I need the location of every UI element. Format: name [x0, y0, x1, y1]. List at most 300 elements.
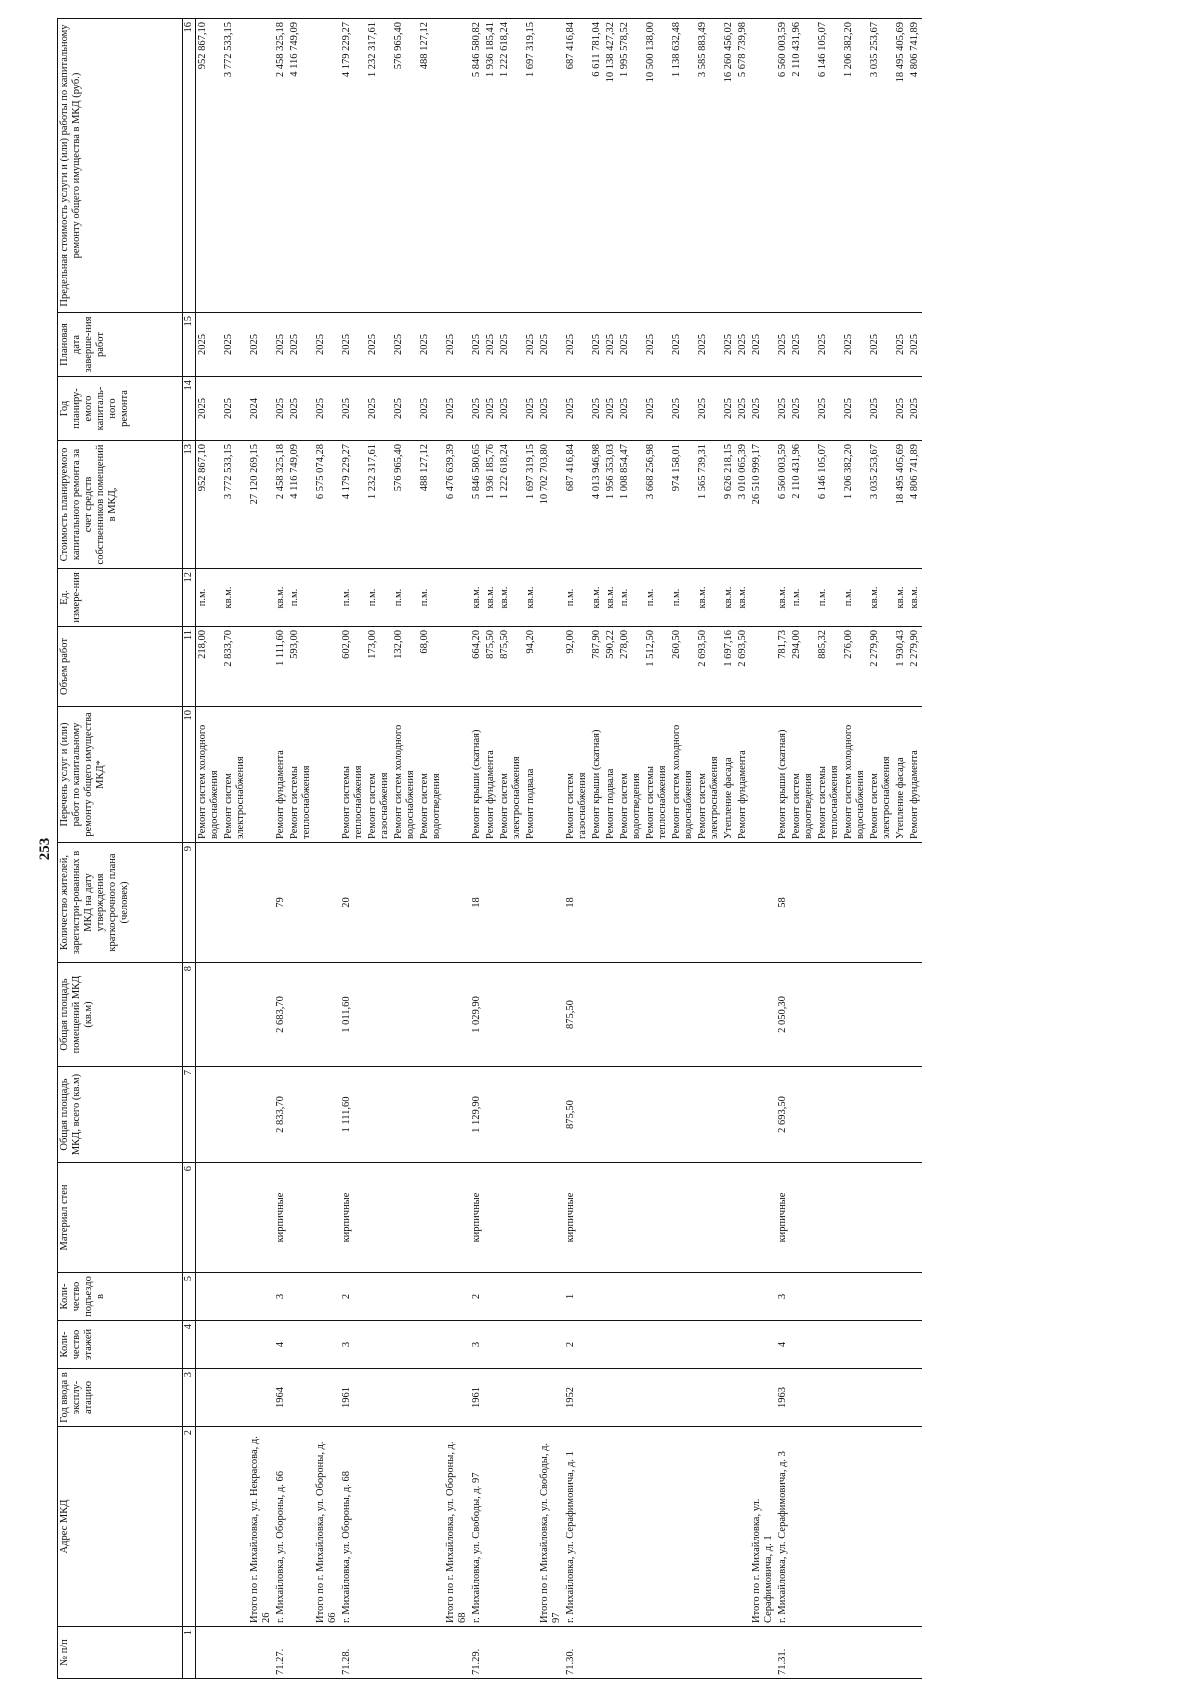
cell-premises-area [524, 963, 538, 1067]
cell-total-area: 2 833,70 [274, 1067, 288, 1163]
column-number: 16 [183, 19, 196, 313]
column-number: 7 [183, 1067, 196, 1163]
cell-max-cost: 1 138 632,48 [670, 19, 696, 313]
cell-unit: кв.м. [590, 569, 604, 627]
cell-premises-area [196, 963, 223, 1067]
cell-cost: 488 127,12 [418, 441, 444, 569]
cell-repair-year: 2025 [604, 377, 618, 441]
column-number: 8 [183, 963, 196, 1067]
cell-row-number: 71.28. [340, 1627, 366, 1679]
cell-year-built [418, 1369, 444, 1427]
cell-row-number [314, 1627, 340, 1679]
cell-premises-area [644, 963, 670, 1067]
cell-address [590, 1427, 604, 1627]
cell-total-area [670, 1067, 696, 1163]
cell-residents [842, 843, 868, 963]
cell-total-area [696, 1067, 722, 1163]
cell-completion-date: 2025 [722, 313, 736, 377]
table-row [288, 19, 314, 1679]
table-row [618, 19, 644, 1679]
column-number: 12 [183, 569, 196, 627]
cell-work-volume: 602,00 [340, 627, 366, 707]
cell-max-cost: 1 936 185,41 [484, 19, 498, 313]
cell-total-area: 875,50 [564, 1067, 590, 1163]
cell-floors [590, 1321, 604, 1369]
cell-work-type: Ремонт систем электроснабжения [868, 707, 894, 843]
cell-cost: 4 116 749,09 [288, 441, 314, 569]
cell-year-built [842, 1369, 868, 1427]
cell-wall-material [894, 1163, 908, 1273]
cell-address [908, 1427, 922, 1627]
cell-year-built: 1961 [340, 1369, 366, 1427]
cell-total-area [288, 1067, 314, 1163]
cell-completion-date: 2025 [498, 313, 524, 377]
cell-unit: кв.м. [604, 569, 618, 627]
cell-wall-material [484, 1163, 498, 1273]
table-row [314, 19, 340, 1679]
cell-year-built [248, 1369, 274, 1427]
cell-address [696, 1427, 722, 1627]
cell-row-number: 71.29. [470, 1627, 484, 1679]
cell-work-volume: 593,00 [288, 627, 314, 707]
cell-premises-area [538, 963, 564, 1067]
cell-total-area [908, 1067, 922, 1163]
cell-premises-area: 875,50 [564, 963, 590, 1067]
cell-unit: кв.м. [696, 569, 722, 627]
table-row [790, 19, 816, 1679]
cell-entrances [366, 1273, 392, 1321]
cell-year-built [868, 1369, 894, 1427]
column-number: 15 [183, 313, 196, 377]
cell-residents: 79 [274, 843, 288, 963]
cell-cost: 3 668 256,98 [644, 441, 670, 569]
cell-wall-material: кирпичные [470, 1163, 484, 1273]
cell-cost: 1 008 854,47 [618, 441, 644, 569]
cell-entrances [604, 1273, 618, 1321]
cell-address [790, 1427, 816, 1627]
cell-work-volume: 2 833,70 [222, 627, 248, 707]
cell-max-cost: 687 416,84 [564, 19, 590, 313]
cell-premises-area [894, 963, 908, 1067]
cell-premises-area [288, 963, 314, 1067]
cell-row-number [484, 1627, 498, 1679]
cell-floors: 4 [274, 1321, 288, 1369]
column-header: Объем работ [58, 627, 183, 707]
cell-repair-year: 2025 [644, 377, 670, 441]
cell-year-built [590, 1369, 604, 1427]
cell-wall-material [696, 1163, 722, 1273]
cell-residents [196, 843, 223, 963]
cell-floors [736, 1321, 750, 1369]
cell-wall-material [816, 1163, 842, 1273]
cell-completion-date: 2025 [644, 313, 670, 377]
cell-residents [604, 843, 618, 963]
cell-row-number: 71.27. [274, 1627, 288, 1679]
cell-entrances [524, 1273, 538, 1321]
cell-premises-area [366, 963, 392, 1067]
cell-work-volume: 94,20 [524, 627, 538, 707]
cell-address [392, 1427, 418, 1627]
cell-work-type: Ремонт систем газоснабжения [366, 707, 392, 843]
cell-address: Итого по г. Михайловка, ул. Свободы, д. 97 [538, 1427, 564, 1627]
cell-cost: 1 956 353,03 [604, 441, 618, 569]
cell-wall-material [644, 1163, 670, 1273]
cell-floors [524, 1321, 538, 1369]
table-row [444, 19, 470, 1679]
cell-total-area [418, 1067, 444, 1163]
cell-work-type: Ремонт системы теплоснабжения [816, 707, 842, 843]
cell-wall-material [790, 1163, 816, 1273]
cell-year-built [816, 1369, 842, 1427]
cell-residents [696, 843, 722, 963]
column-number: 4 [183, 1321, 196, 1369]
cell-completion-date: 2025 [894, 313, 908, 377]
table-row [750, 19, 776, 1679]
cell-total-area [750, 1067, 776, 1163]
cell-completion-date: 2025 [222, 313, 248, 377]
cell-work-volume [314, 627, 340, 707]
column-number: 14 [183, 377, 196, 441]
cell-cost: 1 697 319,15 [524, 441, 538, 569]
cell-max-cost: 6 560 003,59 [776, 19, 790, 313]
cell-work-type: Утепление фасада [722, 707, 736, 843]
cell-wall-material [538, 1163, 564, 1273]
cell-wall-material [722, 1163, 736, 1273]
cell-total-area [722, 1067, 736, 1163]
cell-residents [894, 843, 908, 963]
cell-repair-year: 2025 [590, 377, 604, 441]
cell-repair-year: 2025 [618, 377, 644, 441]
cell-entrances [736, 1273, 750, 1321]
cell-completion-date: 2025 [288, 313, 314, 377]
cell-floors [750, 1321, 776, 1369]
cell-residents: 18 [470, 843, 484, 963]
column-header: Количество жителей, зарегистри-рованных в МКД на дату утверждения краткосрочного плана (человек) [58, 843, 183, 963]
cell-cost: 6 560 003,59 [776, 441, 790, 569]
cell-work-volume [750, 627, 776, 707]
cell-cost: 6 146 105,07 [816, 441, 842, 569]
cell-floors [644, 1321, 670, 1369]
cell-row-number [894, 1627, 908, 1679]
cell-wall-material [498, 1163, 524, 1273]
cell-cost: 3 035 253,67 [868, 441, 894, 569]
cell-work-type: Ремонт систем холодного водоснабжения [392, 707, 418, 843]
cell-unit: кв.м. [868, 569, 894, 627]
cell-unit: п.м. [618, 569, 644, 627]
cell-entrances [484, 1273, 498, 1321]
cell-repair-year: 2025 [696, 377, 722, 441]
cell-work-volume: 278,00 [618, 627, 644, 707]
cell-floors [366, 1321, 392, 1369]
cell-floors [670, 1321, 696, 1369]
cell-total-area: 1 129,90 [470, 1067, 484, 1163]
table-row [538, 19, 564, 1679]
cell-repair-year: 2025 [444, 377, 470, 441]
cell-completion-date: 2025 [248, 313, 274, 377]
cell-year-built [288, 1369, 314, 1427]
cell-floors [196, 1321, 223, 1369]
cell-row-number [644, 1627, 670, 1679]
cell-entrances [196, 1273, 223, 1321]
cell-floors [538, 1321, 564, 1369]
cell-residents [392, 843, 418, 963]
table-row [498, 19, 524, 1679]
table-row [604, 19, 618, 1679]
cell-max-cost: 2 110 431,96 [790, 19, 816, 313]
cell-row-number [392, 1627, 418, 1679]
cell-work-volume [538, 627, 564, 707]
cell-repair-year: 2025 [274, 377, 288, 441]
cell-max-cost: 4 116 749,09 [288, 19, 314, 313]
cell-premises-area [750, 963, 776, 1067]
cell-wall-material [908, 1163, 922, 1273]
cell-wall-material [222, 1163, 248, 1273]
cell-address: Итого по г. Михайловка, ул. Обороны, д. 68 [444, 1427, 470, 1627]
cell-year-built [790, 1369, 816, 1427]
cell-residents: 18 [564, 843, 590, 963]
cell-residents: 58 [776, 843, 790, 963]
cell-entrances: 1 [564, 1273, 590, 1321]
cell-floors [618, 1321, 644, 1369]
cell-floors [816, 1321, 842, 1369]
cell-residents [722, 843, 736, 963]
cell-residents [590, 843, 604, 963]
cell-wall-material [590, 1163, 604, 1273]
cell-premises-area [418, 963, 444, 1067]
table-row [736, 19, 750, 1679]
cell-floors [868, 1321, 894, 1369]
column-header: Коли-чество подъездо в [58, 1273, 183, 1321]
cell-entrances [644, 1273, 670, 1321]
cell-wall-material: кирпичные [274, 1163, 288, 1273]
cell-cost: 6 575 074,28 [314, 441, 340, 569]
cell-unit: кв.м. [908, 569, 922, 627]
cell-total-area [842, 1067, 868, 1163]
cell-row-number [604, 1627, 618, 1679]
cell-year-built [908, 1369, 922, 1427]
cell-floors [484, 1321, 498, 1369]
column-header: Коли-чество этажей [58, 1321, 183, 1369]
cell-work-type [750, 707, 776, 843]
cell-unit [538, 569, 564, 627]
cell-max-cost: 1 222 618,24 [498, 19, 524, 313]
column-number: 10 [183, 707, 196, 843]
cell-work-type [444, 707, 470, 843]
cell-premises-area: 2 050,30 [776, 963, 790, 1067]
cell-premises-area [670, 963, 696, 1067]
cell-address [868, 1427, 894, 1627]
table-row [248, 19, 274, 1679]
cell-address [196, 1427, 223, 1627]
cell-work-type [248, 707, 274, 843]
column-header: Год ввода в эксплу-атацию [58, 1369, 183, 1427]
cell-completion-date: 2025 [776, 313, 790, 377]
cell-row-number [524, 1627, 538, 1679]
cell-unit [444, 569, 470, 627]
cell-premises-area [868, 963, 894, 1067]
cell-max-cost: 1 995 578,52 [618, 19, 644, 313]
cell-cost: 1 232 317,61 [366, 441, 392, 569]
cell-address [418, 1427, 444, 1627]
table-row [776, 19, 790, 1679]
cell-entrances [418, 1273, 444, 1321]
cell-year-built [894, 1369, 908, 1427]
cell-premises-area [590, 963, 604, 1067]
column-header: Год планиру-емого капиталь-ного ремонта [58, 377, 183, 441]
cell-residents [868, 843, 894, 963]
table-header [58, 19, 196, 1679]
cell-entrances [314, 1273, 340, 1321]
cell-residents [790, 843, 816, 963]
cell-residents [908, 843, 922, 963]
cell-entrances [894, 1273, 908, 1321]
cell-address [842, 1427, 868, 1627]
cell-completion-date: 2025 [392, 313, 418, 377]
cell-total-area [498, 1067, 524, 1163]
cell-address [894, 1427, 908, 1627]
cell-residents [750, 843, 776, 963]
column-header: Плановая дата заверше-ния работ [58, 313, 183, 377]
cell-row-number [908, 1627, 922, 1679]
cell-completion-date: 2025 [696, 313, 722, 377]
cell-unit: п.м. [392, 569, 418, 627]
cell-floors [894, 1321, 908, 1369]
cell-total-area: 1 111,60 [340, 1067, 366, 1163]
cell-cost: 2 458 325,18 [274, 441, 288, 569]
cell-residents [484, 843, 498, 963]
column-number: 13 [183, 441, 196, 569]
cell-max-cost [248, 19, 274, 313]
cell-address [484, 1427, 498, 1627]
cell-year-built [604, 1369, 618, 1427]
cell-completion-date: 2025 [868, 313, 894, 377]
cell-completion-date: 2025 [590, 313, 604, 377]
cell-max-cost: 1 697 319,15 [524, 19, 538, 313]
table-row [470, 19, 484, 1679]
cell-completion-date: 2025 [842, 313, 868, 377]
cell-work-type: Ремонт крыши (скатная) [590, 707, 604, 843]
cell-year-built [670, 1369, 696, 1427]
cell-cost: 9 626 218,15 [722, 441, 736, 569]
cell-unit: п.м. [790, 569, 816, 627]
page-number: 253 [37, 837, 53, 861]
cell-row-number [696, 1627, 722, 1679]
cell-unit: кв.м. [484, 569, 498, 627]
cell-unit: п.м. [816, 569, 842, 627]
cell-address: г. Михайловка, ул. Свободы, д. 97 [470, 1427, 484, 1627]
cell-work-volume: 875,50 [498, 627, 524, 707]
column-number: 9 [183, 843, 196, 963]
cell-residents [498, 843, 524, 963]
column-header: Перечень услуг и (или) работ по капитальному ремонту общего имущества МКД* [58, 707, 183, 843]
cell-max-cost: 2 458 325,18 [274, 19, 288, 313]
cell-repair-year: 2025 [538, 377, 564, 441]
cell-row-number [842, 1627, 868, 1679]
column-header: Адрес МКД [58, 1427, 183, 1627]
cell-unit: п.м. [340, 569, 366, 627]
cell-year-built: 1952 [564, 1369, 590, 1427]
header-row [58, 19, 183, 1679]
cell-address [722, 1427, 736, 1627]
cell-row-number [418, 1627, 444, 1679]
cell-max-cost [750, 19, 776, 313]
cell-unit: п.м. [644, 569, 670, 627]
cell-work-volume: 1 111,60 [274, 627, 288, 707]
cell-address [604, 1427, 618, 1627]
cell-total-area [392, 1067, 418, 1163]
cell-total-area [538, 1067, 564, 1163]
cell-cost: 10 702 703,80 [538, 441, 564, 569]
cell-work-type: Ремонт фундамента [274, 707, 288, 843]
cell-residents [816, 843, 842, 963]
cell-total-area [618, 1067, 644, 1163]
cell-work-volume: 218,00 [196, 627, 223, 707]
cell-repair-year: 2025 [524, 377, 538, 441]
cell-residents [222, 843, 248, 963]
cell-repair-year: 2025 [222, 377, 248, 441]
cell-repair-year: 2025 [868, 377, 894, 441]
cell-repair-year: 2024 [248, 377, 274, 441]
cell-repair-year: 2025 [722, 377, 736, 441]
cell-cost: 974 158,01 [670, 441, 696, 569]
cell-residents: 20 [340, 843, 366, 963]
cell-residents [670, 843, 696, 963]
table-row [670, 19, 696, 1679]
cell-unit: п.м. [196, 569, 223, 627]
cell-entrances [392, 1273, 418, 1321]
cell-row-number [366, 1627, 392, 1679]
cell-premises-area [444, 963, 470, 1067]
table-body [196, 19, 923, 1679]
cell-year-built [196, 1369, 223, 1427]
table-row [908, 19, 922, 1679]
table-row [644, 19, 670, 1679]
cell-cost: 952 867,10 [196, 441, 223, 569]
cell-total-area [868, 1067, 894, 1163]
cell-residents [736, 843, 750, 963]
cell-floors [444, 1321, 470, 1369]
column-number: 3 [183, 1369, 196, 1427]
cell-wall-material [868, 1163, 894, 1273]
cell-unit: кв.м. [736, 569, 750, 627]
cell-premises-area [248, 963, 274, 1067]
cell-floors [248, 1321, 274, 1369]
cell-premises-area: 2 683,70 [274, 963, 288, 1067]
cell-address [498, 1427, 524, 1627]
cell-total-area [484, 1067, 498, 1163]
cell-work-volume: 2 693,50 [736, 627, 750, 707]
table-row [868, 19, 894, 1679]
cell-completion-date: 2025 [366, 313, 392, 377]
cell-year-built [538, 1369, 564, 1427]
cell-cost: 3 772 533,15 [222, 441, 248, 569]
cell-floors [498, 1321, 524, 1369]
cell-work-type: Ремонт систем холодного водоснабжения [842, 707, 868, 843]
cell-residents [366, 843, 392, 963]
cell-max-cost: 4 179 229,27 [340, 19, 366, 313]
table-row [274, 19, 288, 1679]
cell-year-built: 1961 [470, 1369, 484, 1427]
cell-floors [392, 1321, 418, 1369]
cell-work-type: Ремонт систем водоотведения [618, 707, 644, 843]
cell-max-cost: 10 500 138,00 [644, 19, 670, 313]
cell-work-volume: 132,00 [392, 627, 418, 707]
cell-completion-date: 2025 [340, 313, 366, 377]
cell-entrances: 2 [340, 1273, 366, 1321]
cell-repair-year: 2025 [564, 377, 590, 441]
cell-unit: кв.м. [722, 569, 736, 627]
cell-unit: п.м. [564, 569, 590, 627]
